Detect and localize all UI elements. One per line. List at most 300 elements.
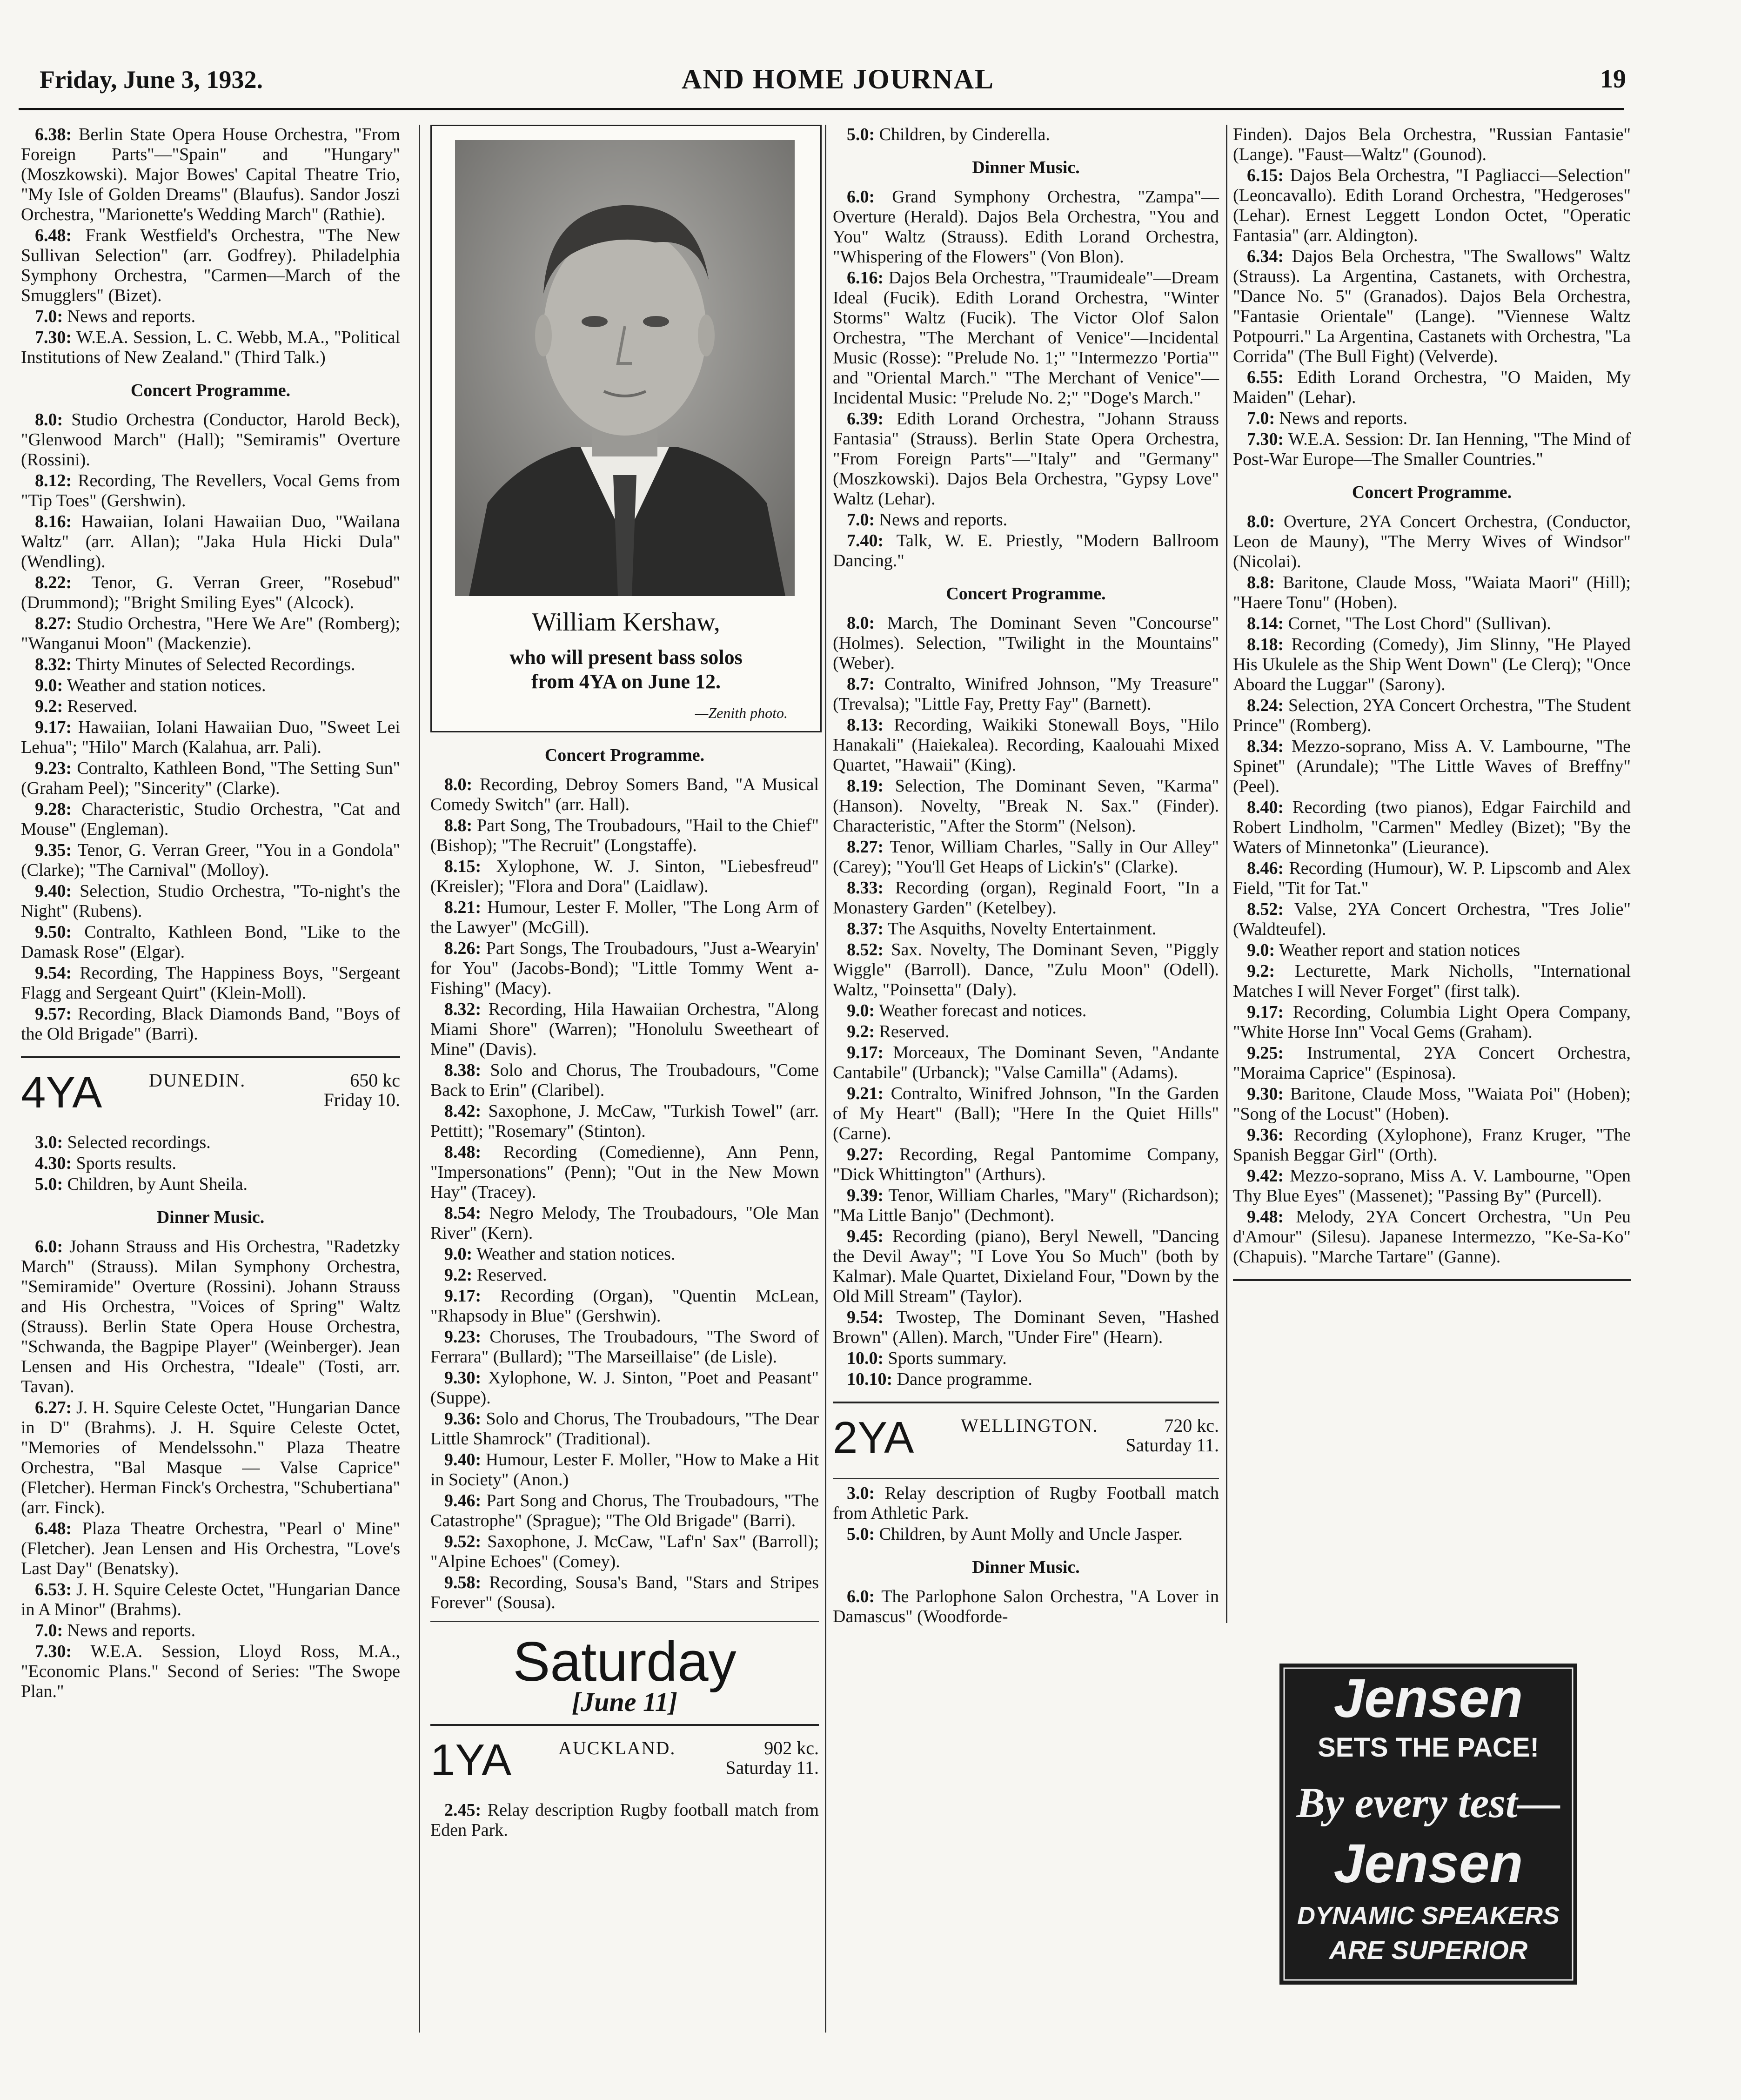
programme-entry	[1233, 573, 1631, 613]
section-rule	[833, 1402, 1219, 1403]
entry-text: Recording, The Revellers, Vocal Gems from "Tip Toes" (Gershwin).	[21, 471, 400, 510]
entry-time: 8.32:	[35, 655, 72, 674]
programme-entry	[833, 1227, 1219, 1307]
entry-time: 10.0:	[847, 1349, 884, 1368]
entry-time: 9.40:	[444, 1450, 482, 1469]
entry-time: 8.34:	[1247, 737, 1284, 756]
programme-entry	[833, 837, 1219, 877]
programme-entry	[430, 1142, 819, 1202]
ad-tagline: By every test—	[1296, 1779, 1560, 1826]
programme-entry	[21, 471, 400, 511]
dinner-music-heading: Dinner Music.	[972, 158, 1080, 177]
listing-group	[21, 125, 400, 368]
programme-entry	[21, 1237, 400, 1397]
entry-text: Recording, Regal Pantomime Company, "Dick Whittington" (Arthurs).	[833, 1145, 1219, 1184]
programme-entry	[430, 1286, 819, 1326]
entry-text: Frank Westfield's Orchestra, "The New Sullivan Selection" (arr. Godfrey). Philadelphia Symphony Orchestra, "Carmen—March of the Smugglers" (Bizet).	[21, 226, 401, 305]
listing-group	[430, 775, 819, 1613]
programme-entry	[833, 940, 1219, 1000]
programme-entry	[833, 1349, 1219, 1369]
entry-text: Part Songs, The Troubadours, "Just a-Wearyin' for You" (Jacobs-Bond); "Little Tommy Went a-Fishing" (Macy).	[430, 939, 819, 998]
entry-text: Recording (organ), Reginald Foort, "In a Monastery Garden" (Ketelbey).	[833, 878, 1219, 918]
programme-entry	[833, 1001, 1219, 1021]
entry-time: 8.14:	[1247, 614, 1284, 633]
entry-text: Sports results.	[76, 1154, 177, 1173]
entry-time: 7.30:	[35, 328, 72, 347]
entry-time: 8.0:	[847, 613, 875, 633]
column-1	[21, 125, 400, 1703]
entry-text: Saxophone, J. McCaw, "Turkish Towel" (arr. Pettitt); "Rosemary" (Stinton).	[430, 1101, 819, 1141]
entry-text: Recording, The Happiness Boys, "Sergeant Flagg and Sergeant Quirt" (Klein-Moll).	[21, 963, 400, 1003]
programme-entry	[833, 776, 1219, 836]
ad-brand: Jensen	[1333, 1668, 1523, 1729]
entry-time: 8.54:	[444, 1203, 482, 1223]
station-day: Saturday 11.	[725, 1757, 819, 1778]
programme-entry	[21, 1519, 400, 1579]
station-frequency: 650 kc	[350, 1070, 400, 1091]
entry-time: 8.37:	[847, 919, 884, 939]
entry-time: 9.2:	[1247, 961, 1275, 981]
entry-text: J. H. Squire Celeste Octet, "Hungarian Dance in A Minor" (Brahms).	[21, 1580, 401, 1619]
programme-entry	[21, 125, 400, 225]
programme-entry	[21, 512, 400, 572]
entry-time: 5.0:	[847, 1524, 875, 1544]
concert-programme-heading: Concert Programme.	[1352, 483, 1512, 502]
programme-entry	[1233, 429, 1631, 470]
ad-claim: ARE SUPERIOR	[1329, 1935, 1528, 1965]
entry-time: 9.17:	[847, 1043, 884, 1062]
concert-programme-heading: Concert Programme.	[946, 584, 1106, 604]
entry-time: 6.27:	[35, 1398, 72, 1417]
entry-text: Valse, 2YA Concert Orchestra, "Tres Jolie" (Waldteufel).	[1233, 899, 1631, 939]
entry-text: Twostep, The Dominant Seven, "Hashed Brown" (Allen). March, "Under Fire" (Hearn).	[833, 1308, 1219, 1347]
entry-time: 9.28:	[35, 799, 72, 819]
entry-time: 9.35:	[35, 840, 72, 860]
entry-text: Edith Lorand Orchestra, "Johann Strauss Fantasia" (Strauss). Berlin State Opera Orchestra, "From Foreign Parts"—"Italy" and "Germany" (Moszkowski). Dajos Bela Orchestra, "Gypsy Love" Waltz (Lehar).	[833, 409, 1219, 509]
programme-entry	[1233, 696, 1631, 736]
programme-entry	[21, 697, 400, 717]
entry-time: 8.19:	[847, 776, 884, 796]
entry-text: Talk, W. E. Priestly, "Modern Ballroom Dancing."	[833, 531, 1219, 570]
programme-entry	[833, 919, 1219, 939]
station-frequency: 902 kc.	[764, 1738, 819, 1758]
entry-time: 9.25:	[1247, 1043, 1284, 1063]
programme-entry	[430, 857, 819, 897]
programme-entry	[430, 1450, 819, 1490]
ad-brand-second: Jensen	[1333, 1833, 1523, 1894]
entry-text: Weather and station notices.	[476, 1244, 676, 1264]
entry-time: 9.50:	[35, 922, 72, 942]
programme-entry	[1233, 1043, 1631, 1083]
station-day: Saturday 11.	[1125, 1435, 1219, 1456]
entry-text: Reserved.	[67, 697, 138, 716]
entry-time: 8.21:	[444, 898, 482, 917]
programme-entry	[1233, 737, 1631, 797]
entry-time: 6.0:	[35, 1237, 63, 1256]
entry-time: 5.0:	[35, 1174, 63, 1194]
entry-time: 9.36:	[444, 1409, 482, 1429]
programme-entry	[1233, 961, 1631, 1001]
entry-time: 7.0:	[35, 1621, 63, 1640]
entry-time: 8.48:	[444, 1142, 482, 1162]
entry-text: Recording (Comedienne), Ann Penn, "Impersonations" (Penn); "Out in the New Mown Hay" (Tracey).	[430, 1142, 819, 1202]
programme-entry	[430, 1368, 819, 1408]
entry-text: Baritone, Claude Moss, "Waiata Maori" (Hill); "Haere Tonu" (Hoben).	[1233, 573, 1631, 612]
station-frequency: 720 kc.	[1164, 1415, 1219, 1436]
column-4	[1233, 125, 1631, 1289]
entry-text: W.E.A. Session, L. C. Webb, M.A., "Political Institutions of New Zealand." (Third Talk.)	[21, 328, 400, 367]
programme-entry	[833, 1084, 1219, 1144]
entry-text: Sports summary.	[888, 1349, 1007, 1368]
programme-entry	[833, 1043, 1219, 1083]
listing-group	[1233, 166, 1631, 470]
entry-time: 2.45:	[444, 1800, 482, 1820]
entry-text: Dajos Bela Orchestra, "I Pagliacci—Selection" (Leoncavallo). Edith Lorand Orchestra, "Hedgeroses" (Lehar). Ernest Leggett London Octet, "Operatic Fantasia" (arr. Aldington).	[1233, 166, 1631, 245]
page-number: 19	[1600, 65, 1626, 94]
programme-entry	[21, 922, 400, 962]
entry-time: 8.15:	[444, 857, 482, 876]
programme-entry	[430, 816, 819, 856]
entry-time: 6.15:	[1247, 166, 1284, 185]
programme-entry	[21, 1133, 400, 1153]
portrait-photo	[455, 140, 795, 596]
entry-time: 8.12:	[35, 471, 72, 490]
programme-entry	[21, 840, 400, 880]
entry-time: 9.17:	[444, 1286, 482, 1306]
day-heading: Saturday	[513, 1630, 737, 1693]
programme-entry	[21, 1004, 400, 1044]
entry-time: 7.0:	[847, 510, 875, 530]
entry-time: 9.46:	[444, 1491, 482, 1510]
entry-time: 9.39:	[847, 1186, 884, 1205]
entry-time: 8.7:	[847, 674, 875, 694]
header-rule	[19, 108, 1624, 110]
entry-time: 9.0:	[847, 1001, 875, 1020]
entry-text: Characteristic, Studio Orchestra, "Cat and Mouse" (Engleman).	[21, 799, 400, 839]
programme-entry	[21, 718, 400, 758]
listing-group	[833, 187, 1219, 571]
entry-time: 6.16:	[847, 268, 884, 288]
portrait-illustration	[455, 140, 795, 596]
programme-entry	[833, 674, 1219, 714]
entry-time: 6.34:	[1247, 247, 1284, 266]
entry-text: The Asquiths, Novelty Entertainment.	[887, 919, 1157, 939]
programme-entry	[21, 614, 400, 654]
programme-entry	[1233, 166, 1631, 246]
entry-text: Baritone, Claude Moss, "Waiata Poi" (Hoben); "Song of the Locust" (Hoben).	[1233, 1084, 1631, 1124]
entry-text: Contralto, Kathleen Bond, "The Setting Sun" (Graham Peel); "Sincerity" (Clarke).	[21, 758, 401, 798]
entry-text: W.E.A. Session, Lloyd Ross, M.A., "Economic Plans." Second of Series: "The Swope Plan."	[21, 1642, 400, 1701]
entry-time: 8.0:	[444, 775, 473, 794]
entry-time: 9.45:	[847, 1227, 884, 1246]
entry-time: 6.39:	[847, 409, 884, 429]
listing-group	[833, 1483, 1219, 1544]
entry-text: Selection, 2YA Concert Orchestra, "The Student Prince" (Romberg).	[1233, 696, 1631, 735]
entry-time: 8.8:	[1247, 573, 1275, 592]
entry-text: Morceaux, The Dominant Seven, "Andante Cantabile" (Urbanck); "Valse Camilla" (Adams).	[833, 1043, 1219, 1082]
programme-entry	[430, 1409, 819, 1449]
entry-time: 8.18:	[1247, 635, 1284, 654]
entry-time: 9.17:	[35, 718, 72, 737]
programme-entry	[833, 187, 1219, 267]
entry-time: 3.0:	[35, 1133, 63, 1152]
page-header	[35, 60, 1626, 112]
entry-time: 8.24:	[1247, 696, 1284, 715]
listing-group	[1233, 512, 1631, 1267]
programme-entry	[833, 1022, 1219, 1042]
programme-entry	[21, 1621, 400, 1641]
entry-time: 9.58:	[444, 1573, 482, 1592]
entry-text: Berlin State Opera House Orchestra, "From Foreign Parts"—"Spain" and "Hungary" (Moszkowski). Major Bowes' Capital Theatre Trio, "My Isle of Golden Dreams" (Blaufus). Sandor Joszi Orchestra, "Marionette's Wedding March" (Rathie).	[21, 125, 400, 224]
programme-entry	[1233, 859, 1631, 899]
programme-entry	[833, 1145, 1219, 1185]
programme-entry	[833, 715, 1219, 775]
entry-text: Cornet, "The Lost Chord" (Sullivan).	[1288, 614, 1551, 633]
continued-listing: Finden). Dajos Bela Orchestra, "Russian Fantasie" (Lange). "Faust—Waltz" (Gounod).	[1233, 125, 1631, 164]
entry-text: Reserved.	[476, 1265, 547, 1285]
programme-entry	[1233, 798, 1631, 858]
programme-entry	[21, 655, 400, 675]
programme-entry	[21, 1154, 400, 1174]
programme-entry	[833, 510, 1219, 530]
programme-entry	[430, 775, 819, 815]
programme-entry	[21, 226, 400, 306]
entry-text: Grand Symphony Orchestra, "Zampa"—Overture (Herald). Dajos Bela Orchestra, "You and You" Waltz (Strauss). Edith Lorand Orchestra, "Whispering of the Flowers" (Von Blon).	[833, 187, 1219, 267]
entry-text: Recording, Black Diamonds Band, "Boys of the Old Brigade" (Barri).	[21, 1004, 400, 1044]
programme-entry	[833, 1483, 1219, 1523]
entry-time: 9.27:	[847, 1145, 884, 1164]
entry-text: Weather report and station notices	[1279, 940, 1520, 960]
entry-time: 8.26:	[444, 939, 482, 958]
entry-time: 8.0:	[35, 410, 63, 429]
entry-text: Solo and Chorus, The Troubadours, "The Dear Little Shamrock" (Traditional).	[430, 1409, 819, 1449]
entry-text: Part Song, The Troubadours, "Hail to the Chief" (Bishop); "The Recruit" (Longstaffe).	[430, 816, 819, 855]
column-rule	[419, 125, 420, 2033]
entry-time: 5.0:	[847, 125, 875, 144]
entry-text: Recording, Hila Hawaiian Orchestra, "Along Miami Shore" (Warren); "Honolulu Sweetheart of Mine" (Davis).	[430, 1000, 819, 1059]
entry-text: Weather forecast and notices.	[878, 1001, 1087, 1020]
entry-time: 9.2:	[35, 697, 63, 716]
programme-entry	[833, 1524, 1219, 1544]
ad-product: DYNAMIC SPEAKERS	[1297, 1902, 1560, 1930]
programme-entry	[1233, 247, 1631, 367]
portrait-caption-name: William Kershaw,	[532, 608, 720, 637]
programme-entry	[430, 1800, 819, 1840]
entry-time: 9.23:	[35, 758, 72, 778]
entry-text: Studio Orchestra, "Here We Are" (Romberg); "Wanganui Moon" (Mackenzie).	[21, 614, 400, 653]
entry-text: Choruses, The Troubadours, "The Sword of Ferrara" (Bullard); "The Marseillaise" (de Lisle).	[430, 1327, 819, 1367]
entry-text: Children, by Aunt Sheila.	[67, 1174, 248, 1194]
portrait-caption-line: who will present bass solos	[509, 646, 743, 669]
entry-text: Lecturette, Mark Nicholls, "International Matches I will Never Forget" (first talk).	[1233, 961, 1631, 1001]
programme-entry	[21, 1580, 400, 1620]
section-rule	[1233, 1279, 1631, 1281]
entry-text: Tenor, William Charles, "Mary" (Richardson); "Ma Little Banjo" (Dechmont).	[833, 1186, 1219, 1225]
entry-text: Sax. Novelty, The Dominant Seven, "Piggly Wiggle" (Barroll). Dance, "Zulu Moon" (Odell). Waltz, "Poinsetta" (Daly).	[833, 940, 1219, 1000]
entry-time: 8.13:	[847, 715, 884, 735]
entry-time: 9.30:	[444, 1368, 482, 1388]
programme-entry	[1233, 940, 1631, 960]
entry-time: 8.27:	[847, 837, 884, 857]
entry-text: Plaza Theatre Orchestra, "Pearl o' Mine" (Fletcher). Jean Lensen and His Orchestra, "Love's Last Day" (Benatsky).	[21, 1519, 401, 1578]
issue-date: Friday, June 3, 1932.	[40, 66, 263, 94]
entry-time: 9.52:	[444, 1532, 482, 1551]
entry-time: 8.32:	[444, 1000, 482, 1019]
programme-entry	[21, 410, 400, 470]
column-rule	[1226, 125, 1227, 1623]
programme-entry	[1233, 899, 1631, 939]
entry-time: 8.46:	[1247, 859, 1284, 878]
entry-time: 6.48:	[35, 226, 72, 245]
programme-entry	[833, 1587, 1219, 1627]
station-city: DUNEDIN.	[149, 1070, 246, 1091]
entry-time: 8.33:	[847, 878, 884, 898]
programme-entry	[1233, 409, 1631, 429]
programme-entry	[1233, 1207, 1631, 1267]
station-header-4ya	[21, 1067, 400, 1122]
programme-entry	[833, 878, 1219, 918]
programme-entry	[1233, 614, 1631, 634]
entry-text: Overture, 2YA Concert Orchestra, (Conductor, Leon de Mauny), "The Merry Wives of Windsor" (Nicolai).	[1233, 512, 1631, 571]
entry-text: Dajos Bela Orchestra, "The Swallows" Waltz (Strauss). La Argentina, Castanets, with Orchestra, "Dance No. 5" (Granados). Dajos Bela Orchestra, "Fantasie Orientale" (Lange). "Viennese Waltz Potpourri." La Argentina, Castanets with Orchestra, "La Corrida" (The Bull Fight) (Velverde).	[1233, 247, 1631, 366]
entry-text: Selection, Studio Orchestra, "To-night's the Night" (Rubens).	[21, 881, 401, 921]
entry-text: Children, by Cinderella.	[879, 125, 1050, 144]
programme-entry	[1233, 1084, 1631, 1124]
entry-text: News and reports.	[1279, 409, 1408, 428]
programme-entry	[1233, 512, 1631, 572]
station-callsign: 2YA	[833, 1413, 914, 1463]
entry-text: Part Song and Chorus, The Troubadours, "The Catastrophe" (Sprague); "The Old Brigade" (Barri).	[430, 1491, 819, 1530]
entry-text: Tenor, G. Verran Greer, "Rosebud" (Drummond); "Bright Smiling Eyes" (Alcock).	[21, 573, 400, 612]
entry-text: Melody, 2YA Concert Orchestra, "Un Peu d'Amour" (Silesu). Japanese Intermezzo, "Ke-Sa-Ko" (Chapuis). "Marche Tartare" (Ganne).	[1233, 1207, 1631, 1267]
entry-time: 9.57:	[35, 1004, 72, 1024]
entry-time: 9.40:	[35, 881, 72, 901]
entry-text: Selection, The Dominant Seven, "Karma" (Hanson). Novelty, "Break N. Sax." (Finder). Characteristic, "After the Storm" (Nelson).	[833, 776, 1219, 836]
entry-text: Contralto, Winifred Johnson, "My Treasure" (Trevalsa); "Little Fay, Pretty Fay" (Barnett).	[833, 674, 1219, 714]
entry-text: Mezzo-soprano, Miss A. V. Lambourne, "Open Thy Blue Eyes" (Massenet); "Passing By" (Purcell).	[1233, 1166, 1631, 1206]
station-city: AUCKLAND.	[558, 1738, 676, 1758]
entry-text: Negro Melody, The Troubadours, "Ole Man River" (Kern).	[430, 1203, 819, 1243]
programme-entry	[833, 613, 1219, 673]
programme-entry	[1233, 1125, 1631, 1165]
programme-entry	[21, 676, 400, 696]
entry-text: Contralto, Kathleen Bond, "Like to the Damask Rose" (Elgar).	[21, 922, 401, 962]
entry-text: Reserved.	[879, 1022, 950, 1041]
publication-title: AND HOME JOURNAL	[682, 64, 994, 94]
programme-entry	[21, 328, 400, 368]
programme-entry	[833, 409, 1219, 509]
column-3	[833, 125, 1219, 1628]
entry-text: Recording, Sousa's Band, "Stars and Stripes Forever" (Sousa).	[430, 1573, 819, 1612]
entry-time: 8.8:	[444, 816, 473, 835]
entry-time: 7.30:	[35, 1642, 72, 1661]
entry-text: Recording (Xylophone), Franz Kruger, "The Spanish Beggar Girl" (Orth).	[1233, 1125, 1631, 1165]
entry-text: Johann Strauss and His Orchestra, "Radetzky March" (Strauss). Milan Symphony Orchestra, "Semiramide" Overture (Rossini). Johann Strauss and His Orchestra, "Voices of Spring" Waltz (Strauss). Berlin State Opera House Orchestra, "Schwanda, the Bagpipe Player" (Weinberger). Jean Lensen and His Orchestra, "Ideale" (Tosti, arr. Tavan).	[21, 1237, 400, 1396]
programme-entry	[21, 307, 400, 327]
day-date: [June 11]	[571, 1687, 678, 1717]
listing-group	[21, 1237, 400, 1702]
entry-time: 6.48:	[35, 1519, 72, 1538]
programme-entry	[833, 125, 1219, 145]
station-city: WELLINGTON.	[961, 1415, 1098, 1436]
entry-text: Recording (Comedy), Jim Slinny, "He Played His Ukulele as the Ship Went Down" (Le Clerq); "Once Aboard the Luggar" (Sarony).	[1233, 635, 1631, 694]
entry-text: Recording (piano), Beryl Newell, "Dancing the Devil Away"; "I Love You So Much" (both by Kalmar). Male Quartet, Dixieland Four, "Down by the Old Mill Stream" (Taylor).	[833, 1227, 1219, 1306]
entry-text: Recording (Organ), "Quentin McLean, "Rhapsody in Blue" (Gershwin).	[430, 1286, 819, 1326]
programme-entry	[430, 1491, 819, 1531]
entry-time: 6.55:	[1247, 368, 1284, 387]
portrait-caption-line: from 4YA on June 12.	[531, 670, 721, 693]
programme-entry	[430, 1265, 819, 1285]
portrait-feature	[430, 125, 822, 732]
entry-time: 9.36:	[1247, 1125, 1284, 1145]
listing-group	[21, 410, 400, 1044]
entry-time: 9.48:	[1247, 1207, 1284, 1227]
entry-text: The Parlophone Salon Orchestra, "A Lover in Damascus" (Woodforde-	[833, 1587, 1219, 1626]
station-day: Friday 10.	[323, 1089, 400, 1110]
programme-entry	[21, 881, 400, 921]
entry-text: Selected recordings.	[67, 1133, 211, 1152]
entry-time: 8.0:	[1247, 512, 1275, 531]
entry-time: 8.16:	[35, 512, 72, 531]
station-callsign: 4YA	[21, 1067, 102, 1117]
entry-text: Hawaiian, Iolani Hawaiian Duo, "Wailana Waltz" (arr. Allan); "Jaka Hula Hicki Dula" (Wendling).	[21, 512, 401, 571]
programme-entry	[430, 1203, 819, 1243]
programme-entry	[430, 1327, 819, 1367]
entry-time: 10.10:	[847, 1369, 893, 1389]
programme-entry	[1233, 1166, 1631, 1206]
programme-entry	[833, 268, 1219, 408]
entry-text: Humour, Lester F. Moller, "The Long Arm of the Lawyer" (McGill).	[430, 898, 819, 937]
entry-text: Contralto, Winifred Johnson, "In the Garden of My Heart" (Ball); "Here In the Quiet Hills" (Carne).	[833, 1084, 1219, 1143]
entry-text: News and reports.	[67, 307, 196, 326]
entry-text: Edith Lorand Orchestra, "O Maiden, My Maiden" (Lehar).	[1233, 368, 1631, 407]
programme-entry	[21, 1642, 400, 1702]
programme-entry	[1233, 1002, 1631, 1042]
entry-time: 9.42:	[1247, 1166, 1284, 1186]
entry-text: Tenor, G. Verran Greer, "You in a Gondola" (Clarke); "The Carnival" (Molloy).	[21, 840, 400, 880]
entry-text: Children, by Aunt Molly and Uncle Jasper.	[879, 1524, 1183, 1544]
ad-slogan: SETS THE PACE!	[1318, 1732, 1539, 1763]
entry-time: 8.38:	[444, 1060, 482, 1080]
listing-group	[833, 125, 1219, 145]
entry-time: 9.54:	[35, 963, 72, 983]
programme-entry	[430, 939, 819, 999]
programme-entry	[430, 1532, 819, 1572]
dinner-music-heading: Dinner Music.	[156, 1208, 265, 1227]
entry-text: Dajos Bela Orchestra, "Traumideale"—Dream Ideal (Fucik). Edith Lorand Orchestra, "Winter Storms" Waltz (Fucik). The Victor Olof Salon Orchestra, "The Merchant of Venice"—Incidental Music (Rosse): "Prelude No. 1;" "Intermezzo 'Portia'" and "Oriental March." "The Merchant of Venice"—Incidental Music: "Prelude No. 2;" "Doge's March."	[833, 268, 1219, 408]
station-header-2ya	[833, 1412, 1219, 1468]
dinner-music-heading: Dinner Music.	[972, 1557, 1080, 1577]
programme-entry	[833, 531, 1219, 571]
entry-time: 9.17:	[1247, 1002, 1284, 1022]
programme-entry	[430, 1101, 819, 1141]
entry-time: 9.0:	[35, 676, 63, 695]
photo-credit: —Zenith photo.	[695, 704, 788, 721]
entry-time: 6.0:	[847, 187, 875, 207]
entry-text: Hawaiian, Iolani Hawaiian Duo, "Sweet Lei Lehua"; "Hilo" March (Kalahua, arr. Pali).	[21, 718, 400, 757]
entry-time: 8.27:	[35, 614, 72, 633]
programme-entry	[21, 758, 400, 798]
entry-text: Weather and station notices.	[67, 676, 266, 695]
entry-text: Instrumental, 2YA Concert Orchestra, "Moraima Caprice" (Espinosa).	[1233, 1043, 1631, 1083]
entry-text: Studio Orchestra (Conductor, Harold Beck), "Glenwood March" (Hall); "Semiramis" Overture (Rossini).	[21, 410, 400, 470]
entry-time: 6.0:	[847, 1587, 875, 1606]
entry-time: 8.22:	[35, 573, 72, 592]
entry-text: Dance programme.	[897, 1369, 1032, 1389]
entry-time: 7.30:	[1247, 429, 1284, 449]
section-rule	[430, 1724, 819, 1726]
listing-group	[430, 1800, 819, 1840]
